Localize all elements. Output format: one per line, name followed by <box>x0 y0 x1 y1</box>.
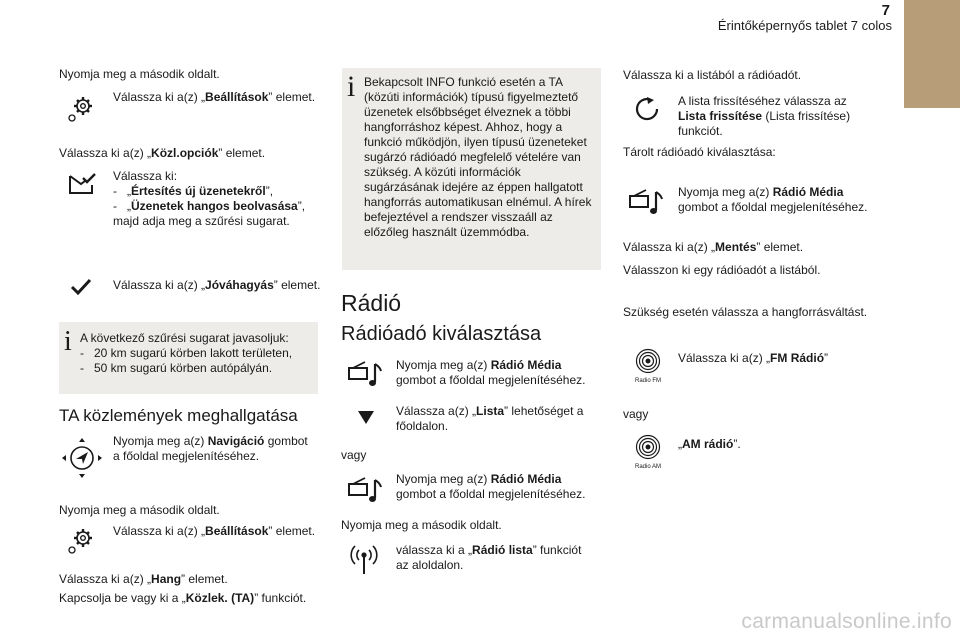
section-heading-station-select: Rádióadó kiválasztása <box>341 323 542 345</box>
down-arrow-icon <box>356 409 376 425</box>
watermark: carmanualsonline.info <box>741 610 952 633</box>
text-select-radio-list: válassza ki a „Rádió lista” funkciót az aloldalon. <box>396 543 582 572</box>
envelope-check-icon <box>68 173 96 195</box>
text-select-notif-options: Válassza ki a(z) „Közl.opciók” elemet. <box>59 146 266 160</box>
text-press-radio-media: Nyomja meg a(z) Rádió Média gombot a főoldal megjelenítéséhez. <box>396 358 586 387</box>
text-select-sound: Válassza ki a(z) „Hang” elemet. <box>59 572 228 586</box>
refresh-icon <box>633 96 661 122</box>
radio-fm-label: Radio FM <box>634 378 661 384</box>
radio-media-icon <box>628 188 664 218</box>
navigation-icon <box>60 436 104 480</box>
text-press-second-page-2: Nyomja meg a második oldalt. <box>59 503 220 517</box>
info-icon: i <box>64 326 72 357</box>
radio-am-icon <box>635 434 661 460</box>
radio-am-label: Radio AM <box>634 464 661 470</box>
text-select-settings: Válassza ki a(z) „Beállítások” elemet. <box>113 90 316 104</box>
text-select-station: Válassza ki a listából a rádióadót. <box>623 68 802 82</box>
section-heading-radio: Rádió <box>341 290 402 316</box>
radio-media-icon <box>347 360 383 390</box>
text-or: vagy <box>341 448 367 462</box>
text-source-switch: Szükség esetén válassza a hangforrásváltást. <box>623 305 868 319</box>
info-radius-text: A következő szűrési sugarat javasoljuk: - 20 km sugarú körben lakott területen, - 50 km sugarú körben autópályán. <box>80 331 312 376</box>
text-select-save: Válassza ki a(z) „Mentés” elemet. <box>623 240 804 254</box>
text-press-radio-media-3: Nyomja meg a(z) Rádió Média gombot a főoldal megjelenítéséhez. <box>678 185 868 214</box>
text-select-confirm: Válassza ki a(z) „Jóváhagyás” elemet. <box>113 278 321 292</box>
gear-icon <box>66 526 96 556</box>
text-select-list: Válassza a(z) „Lista” lehetőséget a főoldalon. <box>396 404 584 433</box>
radio-fm-icon <box>635 348 661 374</box>
text-stored-station: Tárolt rádióadó kiválasztása: <box>623 145 776 159</box>
radio-media-icon <box>347 476 383 506</box>
info-icon: i <box>347 70 356 103</box>
section-heading-ta: TA közlemények meghallgatása <box>59 406 298 425</box>
text-select-fm: Válassza ki a(z) „FM Rádió” <box>678 351 829 365</box>
text-choose-station: Válasszon ki egy rádióadót a listából. <box>623 263 821 277</box>
text-or-2: vagy <box>623 407 649 421</box>
text-press-radio-media-2: Nyomja meg a(z) Rádió Média gombot a főoldal megjelenítéséhez. <box>396 472 586 501</box>
checkmark-icon <box>70 278 92 296</box>
page-number: 7 <box>881 2 890 19</box>
antenna-icon <box>350 543 378 575</box>
info-ta-text: Bekapcsolt INFO funkció esetén a TA (közúti információk) típusú figyelmeztető üzenetek elsőbbséget élveznek a többi hangforráshoz képest. Ahhoz, hogy a funkció működjön, ilyen típusú üzeneteket sugárzó rádióadó megfelelő vételére van szükség. A közúti információk sugárzásának idejére az éppen hallgatott hangforrás automatikusan elnémul. A hírek befejeztével a rendszer visszaáll az előzőleg használt üzemmódba. <box>364 75 592 239</box>
text-press-second-page: Nyomja meg a második oldalt. <box>59 67 220 81</box>
chapter-tab <box>904 0 960 108</box>
gear-icon <box>66 94 96 124</box>
text-toggle-ta: Kapcsolja be vagy ki a „Közlek. (TA)” funkciót. <box>59 591 307 605</box>
page-title: Érintőképernyős tablet 7 colos <box>717 18 892 33</box>
text-select-options: Válassza ki: - „Értesítés új üzenetekről”, - „Üzenetek hangos beolvasása”, majd adja meg a szűrési sugarat. <box>113 169 323 229</box>
text-press-second-page-3: Nyomja meg a második oldalt. <box>341 518 502 532</box>
text-select-am: „AM rádió”. <box>678 437 741 451</box>
text-select-settings-2: Válassza ki a(z) „Beállítások” elemet. <box>113 524 316 538</box>
text-press-navigation: Nyomja meg a(z) Navigáció gombot a főoldal megjelenítéséhez. <box>113 434 308 463</box>
text-refresh-list: A lista frissítéséhez válassza az Lista frissítése (Lista frissítése) funkciót. <box>678 94 851 138</box>
